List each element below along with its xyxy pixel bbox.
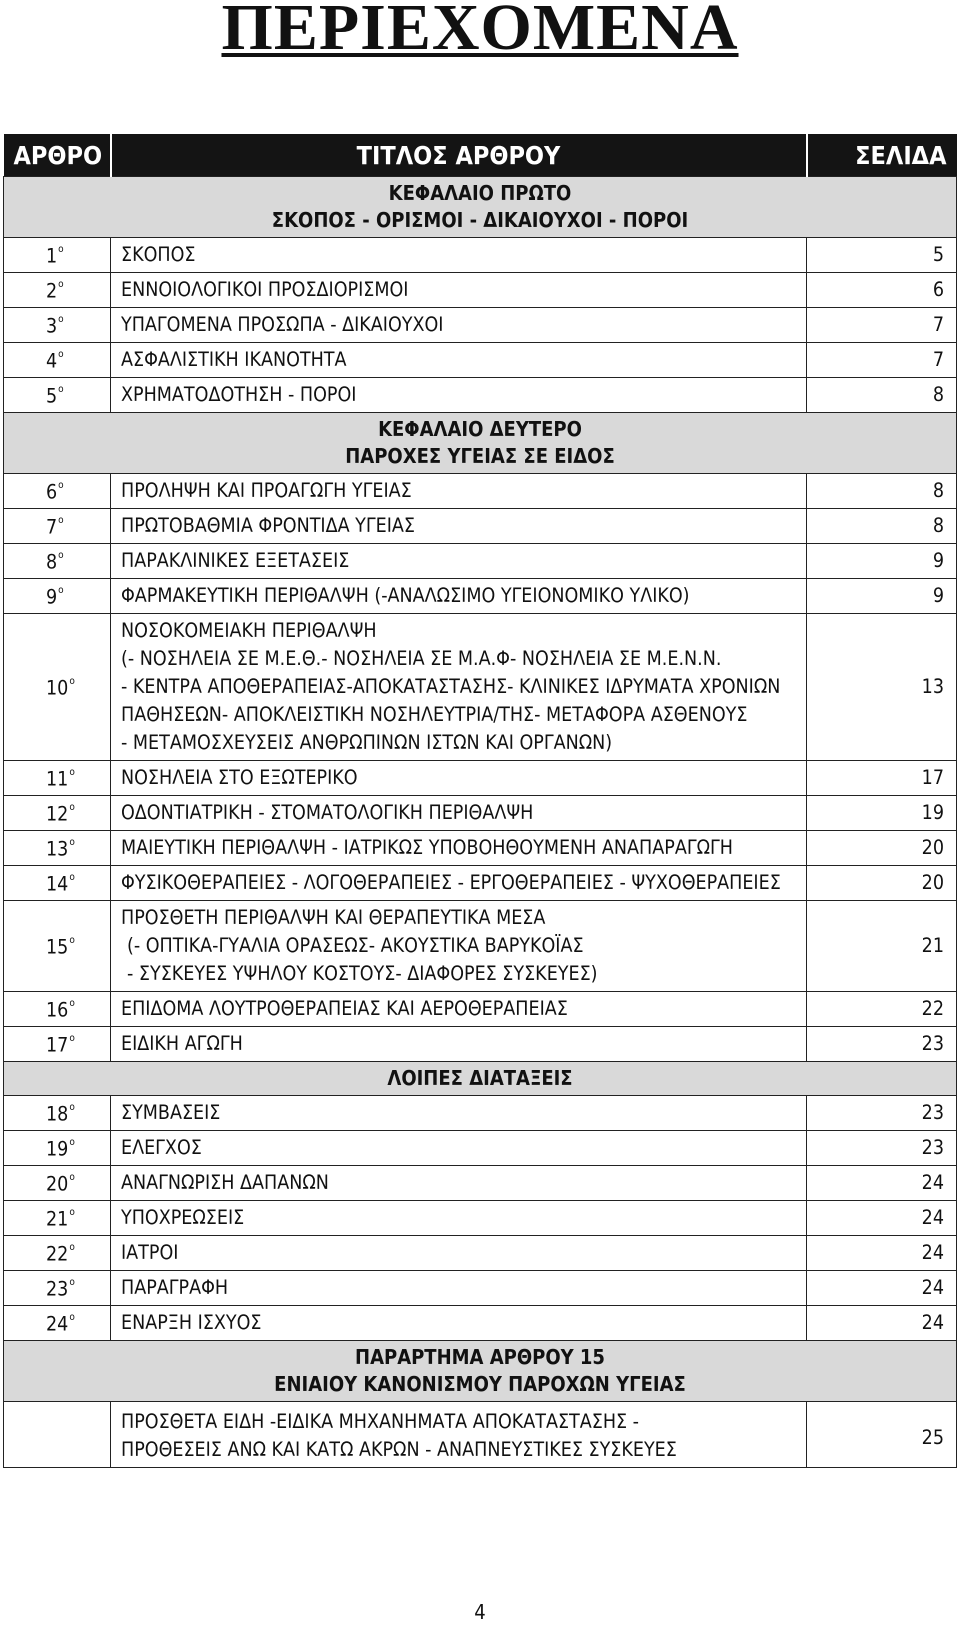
article-number [4,761,111,796]
article-title [111,544,807,579]
table-row [4,509,957,544]
article-title [111,796,807,831]
ordinal-suffix: ο [69,872,75,884]
article-page: 21 [807,901,957,992]
table-row [4,614,957,761]
article-number [4,579,111,614]
table-row [4,761,957,796]
table-row [4,238,957,273]
article-number-value: 8 [46,550,58,574]
article-page: 23 [807,1131,957,1166]
ordinal-suffix: ο [58,349,64,361]
table-row [4,1096,957,1131]
header-row [4,134,957,177]
article-number [4,474,111,509]
article-number-value: 6 [46,480,58,504]
chapter-heading-row [4,413,957,474]
article-page: 9 [807,544,957,579]
article-title-line: ΝΟΣΗΛΕΙΑ ΣΤΟ ΕΞΩΤΕΡΙΚΟ [121,766,358,789]
article-title-line: ΕΝΝΟΙΟΛΟΓΙΚΟΙ ΠΡΟΣΔΙΟΡΙΣΜΟΙ [121,278,409,301]
article-title [111,866,807,901]
article-number [4,273,111,308]
table-row [4,1201,957,1236]
article-number-value: 17 [46,1033,69,1057]
table-row [4,1166,957,1201]
chapter-heading [4,1341,957,1402]
ordinal-suffix: ο [69,767,75,779]
table-row [4,992,957,1027]
article-page: 24 [807,1201,957,1236]
article-number-value: 22 [46,1242,69,1266]
article-title [111,378,807,413]
article-number [4,1131,111,1166]
table-row [4,1306,957,1341]
article-title [111,1236,807,1271]
article-title-line: ΜΑΙΕΥΤΙΚΗ ΠΕΡΙΘΑΛΨΗ - ΙΑΤΡΙΚΩΣ ΥΠΟΒΟΗΘΟΥΜΕΝΗ ΑΝΑΠΑΡΑΓΩΓΗ [121,836,733,859]
article-number [4,1306,111,1341]
article-title [111,238,807,273]
article-title-line: ΥΠΟΧΡΕΩΣΕΙΣ [121,1206,245,1229]
chapter-heading-line: ΚΕΦΑΛΑΙΟ ΠΡΩΤΟ [388,181,572,205]
article-title [111,474,807,509]
ordinal-suffix: ο [69,1033,75,1045]
article-number [4,614,111,761]
article-title-line: ΥΠΑΓΟΜΕΝΑ ΠΡΟΣΩΠΑ - ΔΙΚΑΙΟΥΧΟΙ [121,313,444,336]
table-row [4,1271,957,1306]
article-title [111,1027,807,1062]
article-page: 19 [807,796,957,831]
article-title [111,1131,807,1166]
chapter-heading-line: ΚΕΦΑΛΑΙΟ ΔΕΥΤΕΡΟ [378,417,582,441]
table-row [4,831,957,866]
article-number [4,901,111,992]
article-title-line: - ΣΥΣΚΕΥΕΣ ΥΨΗΛΟΥ ΚΟΣΤΟΥΣ- ΔΙΑΦΟΡΕΣ ΣΥΣΚΕΥΕΣ) [127,962,598,985]
article-page: 8 [807,378,957,413]
article-title-line: - ΚΕΝΤΡΑ ΑΠΟΘΕΡΑΠΕΙΑΣ-ΑΠΟΚΑΤΑΣΤΑΣΗΣ- ΚΛΙΝΙΚΕΣ ΙΔΡΥΜΑΤΑ ΧΡΟΝΙΩΝ [121,675,781,698]
ordinal-suffix: ο [69,1207,75,1219]
article-number [4,1027,111,1062]
chapter-heading-line: ΣΚΟΠΟΣ - ΟΡΙΣΜΟΙ - ΔΙΚΑΙΟΥΧΟΙ - ΠΟΡΟΙ [271,208,689,232]
article-title-line: - ΜΕΤΑΜΟΣΧΕΥΣΕΙΣ ΑΝΘΡΩΠΙΝΩΝ ΙΣΤΩΝ ΚΑΙ ΟΡΓΑΝΩΝ) [121,731,613,754]
article-title-line: ΣΚΟΠΟΣ [121,243,196,266]
article-number [4,343,111,378]
article-number [4,831,111,866]
article-number-value: 20 [46,1172,69,1196]
article-number [4,1201,111,1236]
article-page: 24 [807,1271,957,1306]
article-number-value: 16 [46,998,69,1022]
article-number-value: 7 [46,515,58,539]
contents-table [3,134,957,1468]
article-title-line: ΣΥΜΒΑΣΕΙΣ [121,1101,221,1124]
article-page: 22 [807,992,957,1027]
article-title [111,614,807,761]
page-number: 4 [474,1600,486,1624]
article-number-value: 4 [46,349,58,373]
article-title-line: ΦΥΣΙΚΟΘΕΡΑΠΕΙΕΣ - ΛΟΓΟΘΕΡΑΠΕΙΕΣ - ΕΡΓΟΘΕΡΑΠΕΙΕΣ - ΨΥΧΟΘΕΡΑΠΕΙΕΣ [121,871,781,894]
article-title-line: ΠΡΟΣΘΕΤΑ ΕΙΔΗ -ΕΙΔΙΚΑ ΜΗΧΑΝΗΜΑΤΑ ΑΠΟΚΑΤΑΣΤΑΣΗΣ - [121,1410,640,1433]
table-row [4,1027,957,1062]
article-title-line: ΝΟΣΟΚΟΜΕΙΑΚΗ ΠΕΡΙΘΑΛΨΗ [121,619,377,642]
ordinal-suffix: ο [69,1137,75,1149]
article-number-value: 24 [46,1312,69,1336]
article-title-line: ΠΡΟΛΗΨΗ ΚΑΙ ΠΡΟΑΓΩΓΗ ΥΓΕΙΑΣ [121,479,412,502]
article-number-value: 21 [46,1207,69,1231]
article-page: 8 [807,509,957,544]
article-title-line: ΑΣΦΑΛΙΣΤΙΚΗ ΙΚΑΝΟΤΗΤΑ [121,348,347,371]
header-page: ΣΕΛΙΔΑ [807,134,957,177]
article-title [111,1306,807,1341]
article-page: 25 [807,1402,957,1468]
article-title [111,1201,807,1236]
article-title-line: ΠΑΡΑΚΛΙΝΙΚΕΣ ΕΞΕΤΑΣΕΙΣ [121,549,350,572]
article-page: 17 [807,761,957,796]
table-row [4,474,957,509]
chapter-heading-line: ΠΑΡΟΧΕΣ ΥΓΕΙΑΣ ΣΕ ΕΙΔΟΣ [345,444,615,468]
article-title-line: ΕΠΙΔΟΜΑ ΛΟΥΤΡΟΘΕΡΑΠΕΙΑΣ ΚΑΙ ΑΕΡΟΘΕΡΑΠΕΙΑΣ [121,997,568,1020]
article-title [111,831,807,866]
article-number [4,866,111,901]
article-page: 24 [807,1306,957,1341]
article-title [111,992,807,1027]
article-number [4,1166,111,1201]
table-row [4,901,957,992]
chapter-heading-row [4,177,957,238]
article-title [111,1096,807,1131]
article-page: 5 [807,238,957,273]
article-page: 23 [807,1096,957,1131]
table-row [4,343,957,378]
ordinal-suffix: ο [58,585,64,597]
article-number-value: 14 [46,872,69,896]
chapter-heading-line: ΠΑΡΑΡΤΗΜΑ ΑΡΘΡΟΥ 15 [355,1345,605,1369]
article-page: 6 [807,273,957,308]
chapter-heading-line: ΛΟΙΠΕΣ ΔΙΑΤΑΞΕΙΣ [387,1066,573,1090]
ordinal-suffix: ο [69,1172,75,1184]
article-title [111,273,807,308]
table-row [4,866,957,901]
ordinal-suffix: ο [58,515,64,527]
ordinal-suffix: ο [58,384,64,396]
article-title-line: ΙΑΤΡΟΙ [121,1241,179,1264]
page-title-wrap [0,0,960,64]
article-title-line: ΕΛΕΓΧΟΣ [121,1136,202,1159]
contents-body [4,177,957,1468]
article-page: 13 [807,614,957,761]
ordinal-suffix: ο [69,676,75,688]
article-number [4,308,111,343]
ordinal-suffix: ο [69,837,75,849]
ordinal-suffix: ο [69,998,75,1010]
article-number-value: 19 [46,1137,69,1161]
article-title-line: (- ΟΠΤΙΚΑ-ΓΥΑΛΙΑ ΟΡΑΣΕΩΣ- ΑΚΟΥΣΤΙΚΑ ΒΑΡΥΚΟΪΑΣ [127,934,584,957]
article-page: 24 [807,1166,957,1201]
article-number [4,796,111,831]
article-page: 24 [807,1236,957,1271]
article-number [4,1236,111,1271]
article-number-value: 13 [46,837,69,861]
table-row [4,1131,957,1166]
article-number [4,1096,111,1131]
article-page: 9 [807,579,957,614]
article-number-value: 2 [46,279,58,303]
article-number-value: 23 [46,1277,69,1301]
article-number-value: 3 [46,314,58,338]
article-number-value: 18 [46,1102,69,1126]
header-title: ΤΙΤΛΟΣ ΑΡΘΡΟΥ [111,134,807,177]
article-number-value: 5 [46,384,58,408]
article-number [4,238,111,273]
article-title-line: ΕΙΔΙΚΗ ΑΓΩΓΗ [121,1032,243,1055]
table-row [4,1236,957,1271]
article-page: 7 [807,308,957,343]
article-title-line: ΟΔΟΝΤΙΑΤΡΙΚΗ - ΣΤΟΜΑΤΟΛΟΓΙΚΗ ΠΕΡΙΘΑΛΨΗ [121,801,534,824]
article-page: 8 [807,474,957,509]
article-number [4,1402,111,1468]
table-row [4,273,957,308]
ordinal-suffix: ο [69,1242,75,1254]
article-title-line: ΦΑΡΜΑΚΕΥΤΙΚΗ ΠΕΡΙΘΑΛΨΗ (-ΑΝΑΛΩΣΙΜΟ ΥΓΕΙΟΝΟΜΙΚΟ ΥΛΙΚΟ) [121,584,690,607]
article-number-value: 1 [46,244,58,268]
chapter-heading [4,177,957,238]
article-title [111,1166,807,1201]
article-title [111,1402,807,1468]
article-page: 20 [807,831,957,866]
article-title [111,1271,807,1306]
article-page: 7 [807,343,957,378]
table-row [4,544,957,579]
chapter-heading [4,413,957,474]
page-title: ΠΕΡΙΕΧΟΜΕΝΑ [221,0,739,64]
table-row [4,579,957,614]
article-title-line: ΠΡΟΘΕΣΕΙΣ ΑΝΩ ΚΑΙ ΚΑΤΩ ΑΚΡΩΝ - ΑΝΑΠΝΕΥΣΤΙΚΕΣ ΣΥΣΚΕΥΕΣ [121,1438,677,1461]
ordinal-suffix: ο [58,480,64,492]
article-number [4,378,111,413]
article-number [4,509,111,544]
article-number [4,992,111,1027]
ordinal-suffix: ο [58,314,64,326]
article-title [111,579,807,614]
article-page: 23 [807,1027,957,1062]
article-number-value: 12 [46,802,69,826]
chapter-heading-row [4,1062,957,1096]
ordinal-suffix: ο [58,244,64,256]
article-title-line: ΠΑΘΗΣΕΩΝ- ΑΠΟΚΛΕΙΣΤΙΚΗ ΝΟΣΗΛΕΥΤΡΙΑ/ΤΗΣ- ΜΕΤΑΦΟΡΑ ΑΣΘΕΝΟΥΣ [121,703,748,726]
article-title [111,901,807,992]
chapter-heading-line: ΕΝΙΑΙΟΥ ΚΑΝΟΝΙΣΜΟΥ ΠΑΡΟΧΩΝ ΥΓΕΙΑΣ [274,1372,686,1396]
article-title-line: ΧΡΗΜΑΤΟΔΟΤΗΣΗ - ΠΟΡΟΙ [121,383,357,406]
article-title [111,509,807,544]
article-title-line: ΕΝΑΡΞΗ ΙΣΧΥΟΣ [121,1311,262,1334]
ordinal-suffix: ο [69,1277,75,1289]
header-article: ΑΡΘΡΟ [4,134,111,177]
article-title [111,343,807,378]
table-row [4,308,957,343]
ordinal-suffix: ο [69,1312,75,1324]
article-title-line: ΠΡΩΤΟΒΑΘΜΙΑ ΦΡΟΝΤΙΔΑ ΥΓΕΙΑΣ [121,514,415,537]
ordinal-suffix: ο [69,1102,75,1114]
chapter-heading-row [4,1341,957,1402]
table-row [4,1402,957,1468]
article-number-value: 10 [46,676,69,700]
ordinal-suffix: ο [58,279,64,291]
ordinal-suffix: ο [58,550,64,562]
article-number [4,544,111,579]
article-number-value: 11 [46,767,69,791]
article-title-line: ΑΝΑΓΝΩΡΙΣΗ ΔΑΠΑΝΩΝ [121,1171,329,1194]
table-row [4,796,957,831]
article-number-value: 9 [46,585,58,609]
article-title-line: (- ΝΟΣΗΛΕΙΑ ΣΕ Μ.Ε.Θ.- ΝΟΣΗΛΕΙΑ ΣΕ Μ.Α.Φ- ΝΟΣΗΛΕΙΑ ΣΕ Μ.Ε.Ν.Ν. [121,647,722,670]
table-row [4,378,957,413]
article-page: 20 [807,866,957,901]
chapter-heading [4,1062,957,1096]
ordinal-suffix: ο [69,935,75,947]
article-title-line: ΠΡΟΣΘΕΤΗ ΠΕΡΙΘΑΛΨΗ ΚΑΙ ΘΕΡΑΠΕΥΤΙΚΑ ΜΕΣΑ [121,906,546,929]
article-number-value: 15 [46,935,69,959]
article-title-line: ΠΑΡΑΓΡΑΦΗ [121,1276,229,1299]
article-number [4,1271,111,1306]
article-title [111,761,807,796]
ordinal-suffix: ο [69,802,75,814]
article-title [111,308,807,343]
